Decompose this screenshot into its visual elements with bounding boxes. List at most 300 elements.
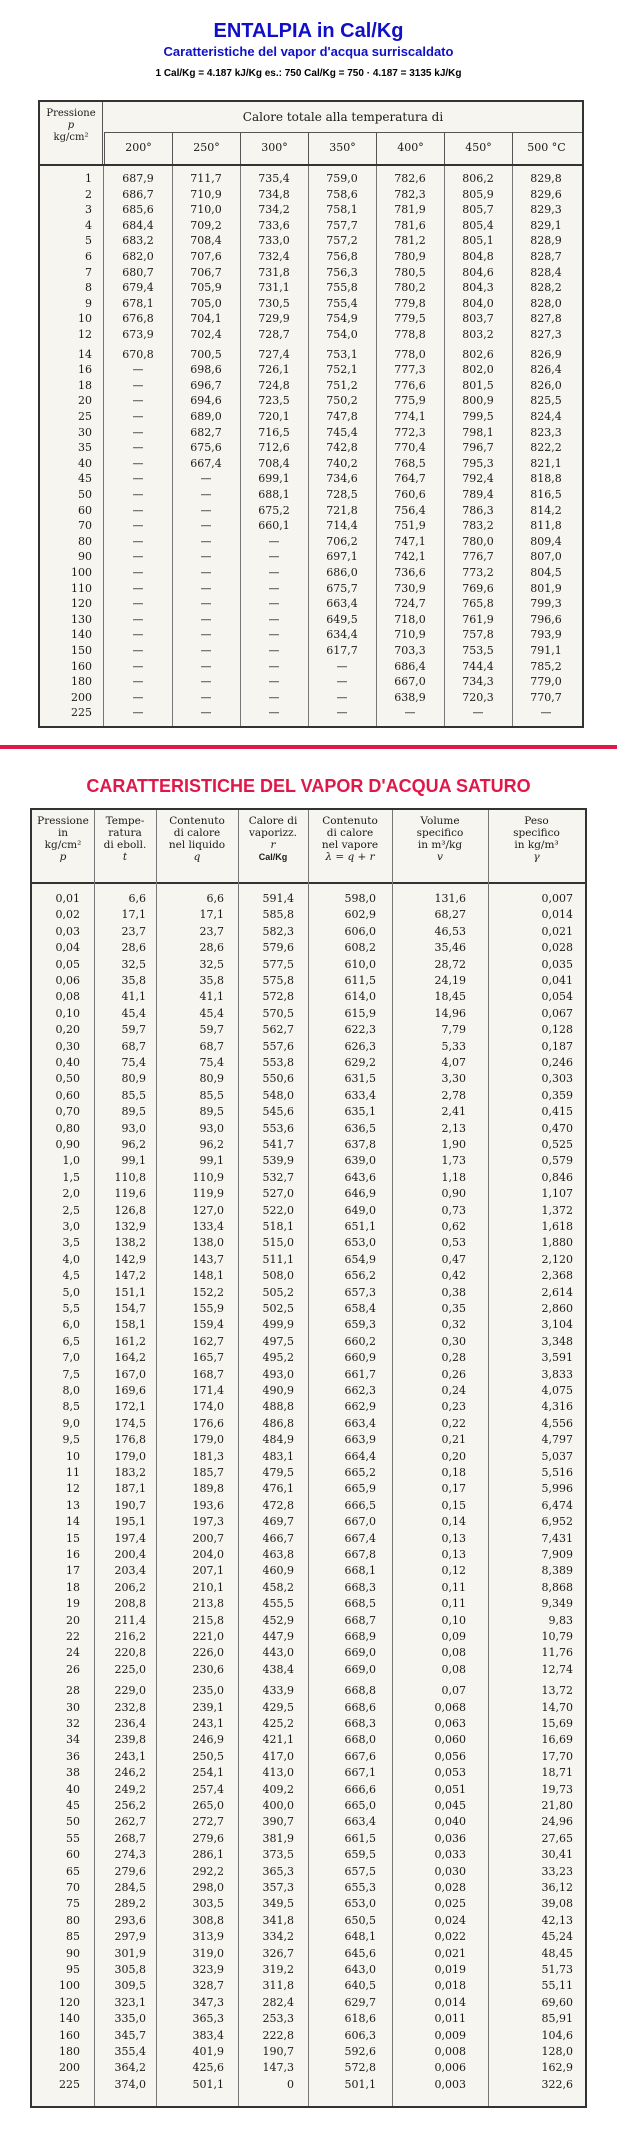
column-header (94, 810, 156, 882)
table-cell: 19 (66, 1597, 80, 1611)
table-cell: 659,5 (344, 1848, 376, 1862)
table-cell: 1,0 (62, 1154, 80, 1168)
table-cell: 313,9 (192, 1930, 224, 1944)
enthalpy-cell: 818,8 (530, 472, 562, 486)
temperature-header-cell: 350° (308, 132, 376, 164)
table-cell: 254,1 (192, 1766, 224, 1780)
enthalpy-cell: 795,3 (462, 456, 494, 470)
table-cell: 17,1 (199, 908, 224, 922)
table-cell: 0,22 (441, 1416, 466, 1430)
enthalpy-cell: — (336, 690, 348, 704)
enthalpy-cell: 781,9 (394, 203, 426, 217)
table-cell: 200,7 (192, 1531, 224, 1545)
conversion-note: 1 Cal/Kg = 4.187 kJ/Kg es.: 750 Cal/Kg = 750 · 4.187 = 3135 kJ/Kg (155, 68, 462, 79)
table-cell: 1,90 (441, 1138, 466, 1151)
table-cell: 6,6 (206, 892, 224, 905)
enthalpy-cell: 753,1 (326, 347, 358, 361)
table-cell: 195,1 (114, 1515, 146, 1529)
table-cell: 21,80 (541, 1799, 573, 1812)
enthalpy-cell: — (132, 675, 144, 689)
table-cell: 126,8 (114, 1203, 146, 1217)
column-header-line: kg/cm² (44, 839, 82, 851)
table-cell: 171,4 (192, 1384, 224, 1397)
table-cell: 518,1 (262, 1220, 294, 1233)
column-header-symbol: t (122, 851, 128, 863)
table-cell: 99,1 (121, 1154, 146, 1168)
table-cell: 610,0 (344, 957, 376, 971)
table-cell: 466,7 (262, 1531, 294, 1545)
enthalpy-cell: 757,7 (326, 218, 358, 232)
table-cell: 499,9 (262, 1318, 294, 1332)
enthalpy-cell: 776,7 (462, 550, 494, 564)
table-cell: 668,3 (344, 1717, 376, 1730)
table-row (40, 410, 582, 423)
enthalpy-cell: 728,5 (326, 488, 358, 501)
table-cell: 585,8 (262, 908, 294, 922)
table-cell: 1,880 (541, 1236, 573, 1250)
table-cell: 365,3 (262, 1864, 294, 1878)
section-divider (0, 745, 617, 749)
enthalpy-cell: 770,7 (530, 690, 562, 704)
pressure-cell: 150 (71, 644, 92, 657)
table-cell: 80 (66, 1913, 80, 1927)
enthalpy-cell: 754,0 (326, 328, 358, 341)
table-cell: 0,23 (441, 1400, 466, 1414)
table-cell: 0,063 (434, 1717, 466, 1730)
table-cell: 458,2 (262, 1580, 294, 1594)
table-cell: 225,0 (114, 1662, 146, 1676)
enthalpy-cell: 802,6 (462, 347, 494, 361)
table-cell: 2,614 (541, 1285, 573, 1299)
enthalpy-cell: — (200, 503, 212, 517)
table-cell: 579,6 (262, 941, 294, 955)
table-cell: 335,0 (114, 2012, 146, 2026)
table-cell: 472,8 (262, 1498, 294, 1512)
table-cell: 668,5 (344, 1597, 376, 1611)
table-cell: 17 (66, 1564, 80, 1578)
enthalpy-cell: 782,3 (394, 187, 426, 201)
enthalpy-cell: 821,1 (530, 456, 562, 470)
table-cell: 5,037 (541, 1449, 573, 1463)
pressure-cell: 90 (78, 550, 92, 564)
enthalpy-cell: 686,0 (326, 566, 358, 579)
table-cell: 9,83 (548, 1613, 573, 1627)
table-cell: 2,5 (62, 1203, 80, 1217)
table-cell: 176,6 (192, 1416, 224, 1430)
table-cell: 239,8 (114, 1733, 146, 1747)
enthalpy-cell: 730,9 (394, 581, 426, 595)
table-cell: 0,470 (541, 1121, 573, 1135)
enthalpy-cell: 828,7 (530, 250, 562, 263)
table-cell: 85,91 (541, 2012, 573, 2026)
table-cell: 629,2 (344, 1056, 376, 1069)
table-cell: 18 (66, 1580, 80, 1594)
table-cell: 147,3 (262, 2061, 294, 2075)
table-cell: 1,618 (541, 1220, 573, 1233)
table-cell: 602,9 (344, 908, 376, 922)
enthalpy-cell: 682,7 (190, 425, 222, 439)
enthalpy-cell: — (132, 690, 144, 704)
enthalpy-cell: 708,4 (258, 456, 290, 470)
table-cell: 668,6 (344, 1700, 376, 1714)
table-cell: 69,60 (541, 1995, 573, 2009)
enthalpy-cell: — (472, 706, 484, 720)
enthalpy-cell: 734,8 (258, 187, 290, 201)
column-header (238, 810, 308, 882)
table-cell: 1,372 (541, 1203, 573, 1217)
table-cell: 0,008 (434, 2045, 466, 2058)
enthalpy-cell: — (336, 659, 348, 673)
table-cell: 447,9 (262, 1630, 294, 1643)
table-cell: 36 (66, 1749, 80, 1763)
table-cell: 293,6 (114, 1913, 146, 1927)
table-cell: 221,0 (192, 1630, 224, 1643)
column-divider (238, 810, 239, 2106)
column-header-line: Contenuto (169, 815, 225, 827)
table-cell: 0,13 (441, 1548, 466, 1561)
table-cell: 667,4 (344, 1531, 376, 1545)
table-cell: 268,7 (114, 1831, 146, 1845)
enthalpy-cell: — (268, 644, 280, 657)
table-cell: 12,74 (541, 1662, 573, 1676)
enthalpy-cell: — (132, 550, 144, 564)
enthalpy-cell: 791,1 (530, 644, 562, 657)
table-cell: 127,0 (192, 1203, 224, 1217)
enthalpy-cell: — (268, 597, 280, 611)
table-cell: 89,5 (121, 1105, 146, 1119)
table-cell: 577,5 (262, 957, 294, 971)
table-cell: 0,10 (55, 1006, 80, 1020)
enthalpy-cell: — (540, 706, 552, 720)
table-cell: 110,9 (192, 1170, 224, 1184)
table-row (40, 691, 582, 704)
table-cell: 5,33 (441, 1039, 466, 1053)
table-row (40, 203, 582, 216)
column-header-line: di calore (173, 827, 221, 839)
enthalpy-cell: 826,0 (530, 378, 562, 392)
table-cell: 658,4 (344, 1302, 376, 1315)
table-cell: 19,73 (541, 1782, 573, 1796)
table-cell: 0,13 (441, 1531, 466, 1545)
table-cell: 48,45 (541, 1946, 573, 1960)
table-cell: 483,1 (262, 1449, 294, 1463)
table-cell: 158,1 (114, 1318, 146, 1332)
enthalpy-cell: 756,4 (394, 503, 426, 517)
table-cell: 96,2 (121, 1138, 146, 1151)
table-cell: 292,2 (192, 1864, 224, 1878)
column-header-line: in kg/m³ (514, 839, 559, 851)
table-cell: 2,120 (541, 1252, 573, 1266)
enthalpy-cell: 731,1 (258, 281, 290, 295)
enthalpy-cell: 778,0 (394, 347, 426, 361)
enthalpy-cell: — (132, 472, 144, 486)
enthalpy-cell: 759,0 (326, 172, 358, 185)
table-cell: 143,7 (192, 1252, 224, 1266)
table-cell: 659,3 (344, 1318, 376, 1332)
table-cell: 309,5 (114, 1979, 146, 1993)
table-cell: 32,5 (199, 957, 224, 971)
table-cell: 349,5 (262, 1897, 294, 1911)
table-cell: 0,579 (541, 1154, 573, 1168)
table-cell: 443,0 (262, 1646, 294, 1660)
enthalpy-cell: 710,9 (394, 628, 426, 642)
enthalpy-cell: 822,2 (530, 441, 562, 455)
enthalpy-cell: — (268, 566, 280, 579)
table-cell: 286,1 (192, 1848, 224, 1862)
table-cell: 488,8 (262, 1400, 294, 1414)
enthalpy-cell: 756,3 (326, 265, 358, 279)
table-cell: 0,06 (55, 974, 80, 987)
enthalpy-cell: 694,6 (190, 394, 222, 408)
table-cell: 33,23 (541, 1864, 573, 1878)
table-cell: 650,5 (344, 1913, 376, 1927)
enthalpy-cell: — (200, 534, 212, 548)
table-cell: 229,0 (114, 1684, 146, 1698)
enthalpy-cell: 800,9 (462, 394, 494, 408)
table-cell: 75,4 (121, 1056, 146, 1069)
enthalpy-cell: 689,0 (190, 410, 222, 423)
enthalpy-cell: 823,3 (530, 425, 562, 439)
table-cell: 0,030 (434, 1864, 466, 1878)
temperature-header-cell: 300° (240, 132, 308, 164)
table-cell: 14 (66, 1515, 80, 1529)
table-cell: 23,7 (121, 924, 146, 938)
pressure-header (40, 102, 103, 164)
table-cell: 41,1 (121, 990, 146, 1004)
enthalpy-cell: — (132, 597, 144, 611)
enthalpy-cell: 805,1 (462, 234, 494, 248)
pressure-cell: 225 (71, 706, 92, 720)
table-cell: 7,909 (541, 1548, 573, 1561)
table-cell: 608,2 (344, 941, 376, 955)
enthalpy-cell: — (200, 675, 212, 689)
table-cell: 0,90 (441, 1187, 466, 1201)
table-cell: 0,30 (441, 1334, 466, 1348)
enthalpy-cell: 804,0 (462, 296, 494, 310)
table-cell: 147,2 (114, 1269, 146, 1283)
table-cell: 4,5 (62, 1269, 80, 1283)
table-row (40, 660, 582, 673)
enthalpy-cell: 742,8 (326, 441, 358, 455)
table-cell: 541,7 (262, 1138, 294, 1151)
table-cell: 0,053 (434, 1766, 466, 1780)
table-row (40, 219, 582, 232)
table-cell: 36,12 (541, 1881, 573, 1894)
enthalpy-cell: 783,2 (462, 519, 494, 533)
table-cell: 1,107 (541, 1187, 573, 1201)
enthalpy-cell: — (132, 503, 144, 517)
enthalpy-cell: 733,6 (258, 218, 290, 232)
table-cell: 96,2 (199, 1138, 224, 1151)
pressure-cell: 8 (85, 281, 92, 295)
table-cell: 479,5 (262, 1466, 294, 1479)
enthalpy-cell: 686,7 (122, 187, 154, 201)
temperature-header-cell: 200° (104, 132, 172, 164)
table-cell: 16,69 (541, 1733, 573, 1747)
enthalpy-cell: 747,8 (326, 410, 358, 423)
pressure-cell: 18 (78, 378, 92, 392)
enthalpy-cell: 792,4 (462, 472, 494, 486)
table-cell: 383,4 (192, 2028, 224, 2042)
pressure-header-line: p (67, 120, 75, 131)
enthalpy-cell: 752,1 (326, 363, 358, 377)
enthalpy-cell: 798,1 (462, 425, 494, 439)
table-cell: 80,9 (121, 1072, 146, 1086)
table-cell: 4,075 (541, 1384, 573, 1397)
table-cell: 80,9 (199, 1072, 224, 1086)
table-cell: 0,07 (441, 1684, 466, 1698)
enthalpy-cell: 710,0 (190, 203, 222, 217)
enthalpy-cell: 805,9 (462, 187, 494, 201)
table-cell: 27,65 (541, 1831, 573, 1845)
table-cell: 2,860 (541, 1302, 573, 1315)
enthalpy-cell: 663,4 (326, 597, 358, 611)
enthalpy-cell: 714,4 (326, 519, 358, 533)
enthalpy-cell: 726,1 (258, 363, 290, 377)
table-cell: 0,359 (541, 1088, 573, 1102)
table-cell: 0,068 (434, 1700, 466, 1714)
enthalpy-cell: 688,1 (258, 488, 290, 501)
table-cell: 455,5 (262, 1597, 294, 1611)
table-cell: 0,060 (434, 1733, 466, 1747)
enthalpy-cell: — (200, 472, 212, 486)
enthalpy-cell: 751,9 (394, 519, 426, 533)
table-cell: 648,1 (344, 1930, 376, 1944)
enthalpy-cell: — (200, 659, 212, 673)
table-cell: 169,6 (114, 1384, 146, 1397)
enthalpy-cell: 780,0 (462, 534, 494, 548)
table-cell: 660,2 (344, 1334, 376, 1348)
table-cell: 501,1 (344, 2077, 376, 2091)
enthalpy-cell: — (200, 488, 212, 501)
table-cell: 649,0 (344, 1203, 376, 1217)
table-row (40, 597, 582, 610)
table-cell: 151,1 (114, 1285, 146, 1299)
table-cell: 0,036 (434, 1831, 466, 1845)
table-cell: 213,8 (192, 1597, 224, 1611)
table-row (40, 312, 582, 325)
table-cell: 232,8 (114, 1700, 146, 1714)
table-cell: 8,0 (62, 1384, 80, 1397)
column-header-line: nel liquido (168, 839, 226, 851)
enthalpy-cell: 758,6 (326, 187, 358, 201)
enthalpy-cell: 751,2 (326, 378, 358, 392)
table-cell: 189,8 (192, 1482, 224, 1496)
pressure-cell: 70 (78, 519, 92, 533)
enthalpy-cell: 804,5 (530, 566, 562, 579)
table-cell: 452,9 (262, 1613, 294, 1627)
table-cell: 328,7 (192, 1979, 224, 1993)
table-cell: 253,3 (262, 2012, 294, 2026)
table-cell: 640,5 (344, 1979, 376, 1993)
column-header-line: specifico (513, 827, 560, 839)
table-cell: 16 (66, 1548, 80, 1561)
table-cell: 10 (66, 1449, 80, 1463)
enthalpy-cell: 720,1 (258, 410, 290, 423)
table-cell: 180 (59, 2045, 80, 2058)
table-cell: 0,018 (434, 1979, 466, 1993)
enthalpy-cell: 718,0 (394, 612, 426, 626)
table-cell: 539,9 (262, 1154, 294, 1168)
table-cell: 469,7 (262, 1515, 294, 1529)
table-cell: 0,067 (541, 1006, 573, 1020)
table-cell: 319,2 (262, 1963, 294, 1976)
table-cell: 90 (66, 1946, 80, 1960)
table-cell: 522,0 (262, 1203, 294, 1217)
enthalpy-cell: 634,4 (326, 628, 358, 642)
enthalpy-cell: 828,0 (530, 296, 562, 310)
table-row (40, 488, 582, 501)
enthalpy-table-body (40, 166, 582, 726)
enthalpy-cell: — (336, 706, 348, 720)
enthalpy-cell: 809,4 (530, 534, 562, 548)
column-header-line: in m³/kg (417, 839, 463, 851)
table-cell: 3,5 (62, 1236, 80, 1250)
table-cell: 553,8 (262, 1056, 294, 1069)
table-cell: 545,6 (262, 1105, 294, 1119)
enthalpy-cell: 721,8 (326, 503, 358, 517)
pressure-header-line: kg/cm² (53, 132, 89, 143)
enthalpy-cell: 760,6 (394, 488, 426, 501)
table-cell: 0,28 (441, 1351, 466, 1365)
table-cell: 132,9 (114, 1220, 146, 1233)
table-cell: 502,5 (262, 1302, 294, 1315)
table-cell: 250,5 (192, 1749, 224, 1763)
table-cell: 28 (66, 1684, 80, 1698)
table-row (40, 441, 582, 454)
pressure-cell: 9 (85, 296, 92, 310)
column-divider (512, 166, 513, 726)
table-cell: 3,591 (541, 1351, 573, 1365)
enthalpy-cell: 757,2 (326, 234, 358, 248)
table-cell: 357,3 (262, 1881, 294, 1894)
enthalpy-cell: 754,9 (326, 312, 358, 326)
table-cell: 476,1 (262, 1482, 294, 1496)
table-cell: 347,3 (192, 1995, 224, 2009)
table-cell: 626,3 (344, 1039, 376, 1053)
table-cell: 236,4 (114, 1717, 146, 1730)
table-cell: 172,1 (114, 1400, 146, 1414)
temperature-header-cell: 250° (172, 132, 240, 164)
table-cell: 6,474 (541, 1498, 573, 1512)
table-row (40, 472, 582, 485)
table-cell: 45,4 (199, 1006, 224, 1020)
table-cell: 657,5 (344, 1864, 376, 1878)
table-cell: 0,40 (55, 1056, 80, 1069)
table-row (40, 348, 582, 361)
table-cell: 3,0 (62, 1220, 80, 1233)
table-cell: 0,028 (434, 1881, 466, 1894)
table-cell: 373,5 (262, 1848, 294, 1862)
enthalpy-cell: — (132, 659, 144, 673)
enthalpy-cell: — (200, 628, 212, 642)
table-row (40, 706, 582, 719)
enthalpy-cell: 683,2 (122, 234, 154, 248)
table-cell: 265,0 (192, 1799, 224, 1812)
table-cell: 643,0 (344, 1963, 376, 1976)
table-cell: 100 (59, 1979, 80, 1993)
enthalpy-cell: — (132, 566, 144, 579)
table-cell: 490,9 (262, 1384, 294, 1397)
table-cell: 0 (287, 2077, 294, 2091)
table-cell: 0,08 (441, 1646, 466, 1660)
enthalpy-cell: 733,0 (258, 234, 290, 248)
enthalpy-cell: 753,5 (462, 644, 494, 657)
table-cell: 553,6 (262, 1121, 294, 1135)
enthalpy-cell: — (268, 550, 280, 564)
table-cell: 0,09 (441, 1630, 466, 1643)
table-cell: 0,056 (434, 1749, 466, 1763)
